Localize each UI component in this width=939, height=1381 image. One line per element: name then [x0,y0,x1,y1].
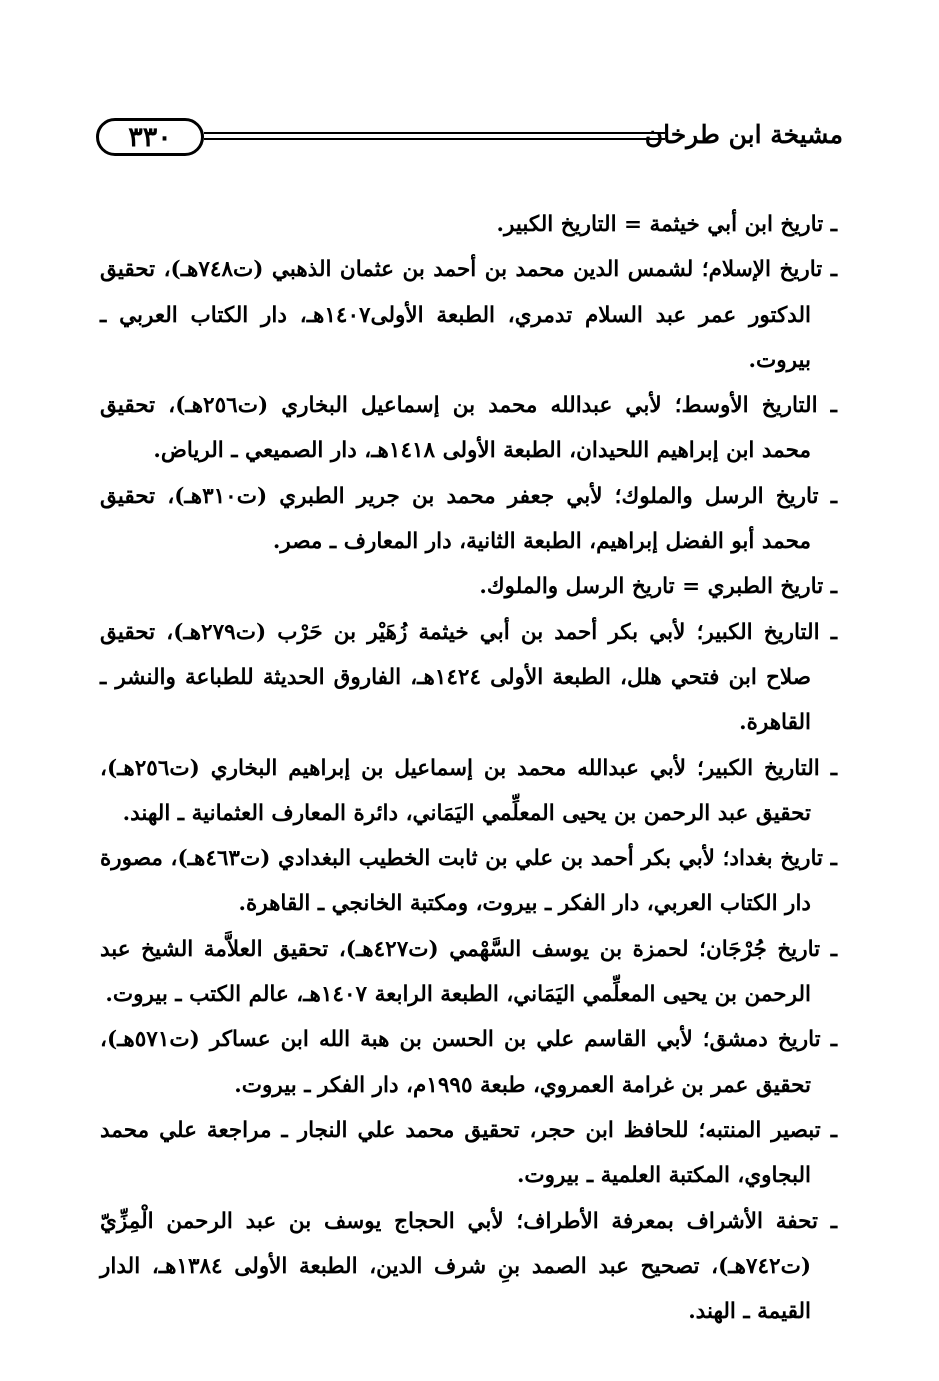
bibliography-entry: ـ تاريخ ابن أبي خيثمة = التاريخ الكبير. [496,212,837,237]
bibliography-list [100,202,837,1334]
bibliography-entry: ـ التاريخ الكبير؛ لأبي بكر أحمد بن أبي خيثمة زُهَيْر بن حَرْب (ت٢٧٩هـ)، تحقيق صلاح ابن فتحي هلل، الطبعة الأولى ١٤٢٤هـ، الفاروق الحديثة للطباعة والنشر ـ القاهرة. [100,619,838,736]
bibliography-entry: ـ التاريخ الكبير؛ لأبي عبدالله محمد بن إسماعيل بن إبراهيم البخاري (ت٢٥٦هـ)، تحقيق عبد الرحمن بن يحيى المعلِّمي اليَمَاني، دائرة المعارف العثمانية ـ الهند. [100,755,837,826]
bibliography-entry: ـ التاريخ الأوسط؛ لأبي عبدالله محمد بن إسماعيل البخاري (ت٢٥٦هـ)، تحقيق محمد ابن إبراهيم اللحيدان، الطبعة الأولى ١٤١٨هـ، دار الصميعي ـ الرياض. [100,393,837,464]
bibliography-entry: ـ تاريخ الطبري = تاريخ الرسل والملوك. [479,574,837,600]
bibliography-entry: ـ تاريخ الإسلام؛ لشمس الدين محمد بن أحمد بن عثمان الذهبي (ت٧٤٨هـ)، تحقيق الدكتور عمر عبد السلام تدمري، الطبعة الأولى١٤٠٧هـ، دار الكتاب العربي ـ بيروت. [100,257,838,373]
page-number: ٣٣٠ [96,118,204,156]
bibliography-entry: ـ تبصير المنتبه؛ للحافظ ابن حجر، تحقيق محمد علي النجار ـ مراجعة علي محمد البجاوي، المكتبة العلمية ـ بيروت. [100,1117,837,1189]
bibliography-entry: ـ تحفة الأشراف بمعرفة الأطراف؛ لأبي الحجاج يوسف بن عبد الرحمن الْمِزِّيّ (ت٧٤٢هـ)، تصحيح عبد الصمد بنِ شرف الدين، الطبعة الأولى ١٣٨٤هـ، الدار القيمة ـ الهند. [100,1208,837,1325]
page-header [96,118,843,162]
bibliography-entry: ـ تاريخ بغداد؛ لأبي بكر أحمد بن علي بن ثابت الخطيب البغدادي (ت٤٦٣هـ)، مصورة دار الكتاب العربي، دار الفكر ـ بيروت، ومكتبة الخانجي ـ القاهرة. [100,846,837,917]
bibliography-entry: ـ تاريخ الرسل والملوك؛ لأبي جعفر محمد بن جرير الطبري (ت٣١٠هـ)، تحقيق محمد أبو الفضل إبراهيم، الطبعة الثانية، دار المعارف ـ مصر. [100,483,838,555]
book-title: مشيخة ابن طرخان [644,120,843,149]
bibliography-entry: ـ تاريخ جُرْجَان؛ لحمزة بن يوسف السَّهْمي (ت٤٢٧هـ)، تحقيق العلاَّمة الشيخ عبد الرحمن بن يحيى المعلِّمي اليَمَاني، الطبعة الرابعة ١٤٠٧هـ، عالم الكتب ـ بيروت. [100,936,837,1008]
bibliography-entry: ـ تاريخ دمشق؛ لأبي القاسم علي بن الحسن بن هبة الله ابن عساكر (ت٥٧١هـ)، تحقيق عمر بن غرامة العمروي، طبعة ١٩٩٥م، دار الفكر ـ بيروت. [100,1027,837,1098]
header-rule [204,132,665,140]
